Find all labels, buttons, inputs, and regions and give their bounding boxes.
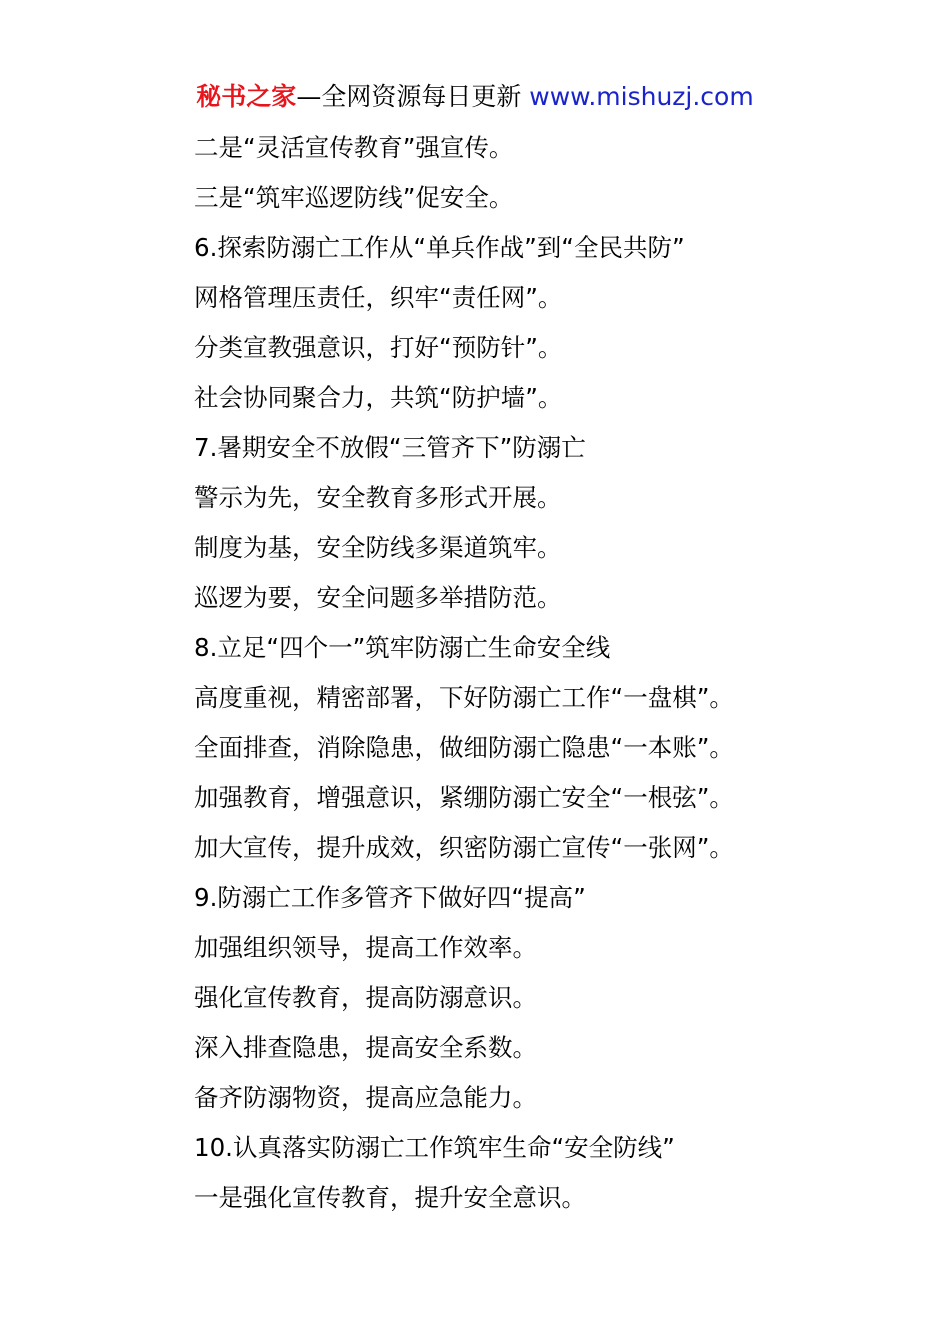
- text-line: 深入排查隐患，提高安全系数。: [194, 1033, 537, 1062]
- section-heading: 10.认真落实防溺亡工作筑牢生命“安全防线”: [194, 1133, 675, 1162]
- text-line: 高度重视，精密部署，下好防溺亡工作“一盘棋”。: [194, 683, 734, 712]
- site-url-link[interactable]: www.mishuzj.com: [529, 82, 754, 111]
- site-header: [0, 80, 950, 114]
- text-line: 加强教育，增强意识，紧绷防溺亡安全“一根弦”。: [194, 783, 734, 812]
- text-line: 三是“筑牢巡逻防线”促安全。: [194, 183, 514, 212]
- section-heading: 8.立足“四个一”筑牢防溺亡生命安全线: [194, 633, 611, 662]
- text-line: 强化宣传教育，提高防溺意识。: [194, 983, 537, 1012]
- site-tagline: —全网资源每日更新: [296, 82, 522, 111]
- text-line: 备齐防溺物资，提高应急能力。: [194, 1083, 537, 1112]
- text-line: 警示为先，安全教育多形式开展。: [194, 483, 562, 512]
- text-line: 分类宣教强意识，打好“预防针”。: [194, 333, 563, 362]
- text-line: 巡逻为要，安全问题多举措防范。: [194, 583, 562, 612]
- text-line: 网格管理压责任，织牢“责任网”。: [194, 283, 563, 312]
- text-line: 一是强化宣传教育，提升安全意识。: [194, 1183, 586, 1212]
- text-line: 制度为基，安全防线多渠道筑牢。: [194, 533, 562, 562]
- site-brand: 秘书之家: [196, 82, 297, 111]
- section-heading: 7.暑期安全不放假“三管齐下”防溺亡: [194, 433, 586, 462]
- section-heading: 6.探索防溺亡工作从“单兵作战”到“全民共防”: [194, 233, 685, 262]
- text-line: 全面排查，消除隐患，做细防溺亡隐患“一本账”。: [194, 733, 734, 762]
- text-line: 加大宣传，提升成效，织密防溺亡宣传“一张网”。: [194, 833, 734, 862]
- section-heading: 9.防溺亡工作多管齐下做好四“提高”: [194, 883, 586, 912]
- text-line: 加强组织领导，提高工作效率。: [194, 933, 537, 962]
- document-body: [194, 123, 934, 1223]
- text-line: 二是“灵活宣传教育”强宣传。: [194, 133, 514, 162]
- text-line: 社会协同聚合力，共筑“防护墙”。: [194, 383, 563, 412]
